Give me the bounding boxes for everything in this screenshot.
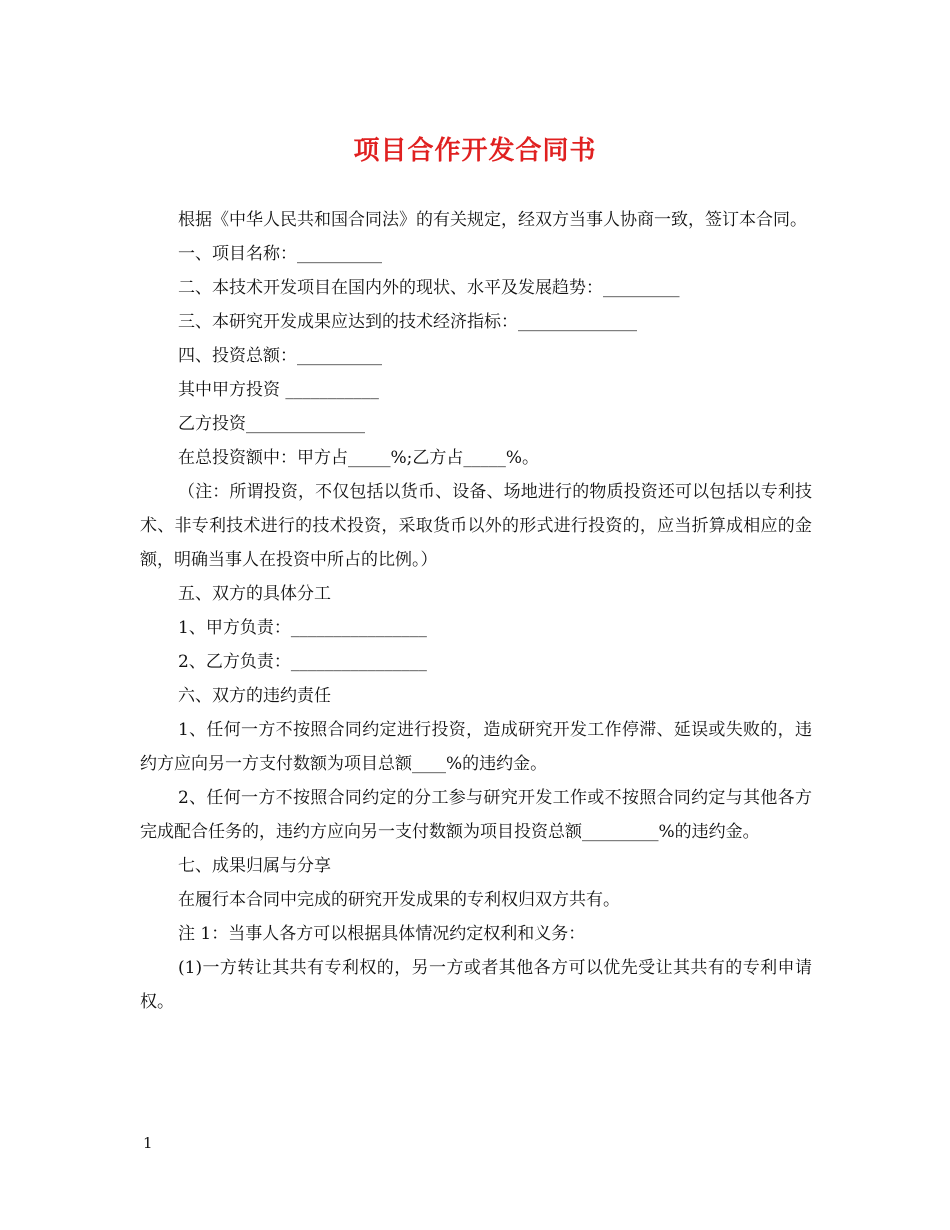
paragraph-patent-ownership: 在履行本合同中完成的研究开发成果的专利权归双方共有。 [178, 890, 620, 910]
paragraph-project-name: 一、项目名称：__________ [178, 244, 382, 264]
paragraph-liability-1: 1、任何一方不按照合同约定进行投资，造成研究开发工作停滞、延误或失败的，违约方应向另一方支付数额为项目总额____%的违约金。 [140, 720, 812, 774]
paragraph-party-b-responsibility: 2、乙方负责：________________ [178, 652, 427, 672]
section-liability: 六、双方的违约责任 [178, 686, 331, 706]
section-division-of-work: 五、双方的具体分工 [178, 584, 331, 604]
paragraph-liability-2: 2、任何一方不按照合同约定的分工参与研究开发工作或不按照合同约定与其他各方完成配合任务的，违约方应向另一支付数额为项目投资总额_________%的违约金。 [140, 788, 812, 842]
section-results-ownership: 七、成果归属与分享 [178, 856, 331, 876]
paragraph-party-a-responsibility: 1、甲方负责：________________ [178, 618, 427, 638]
paragraph-indicators: 三、本研究开发成果应达到的技术经济指标：______________ [178, 312, 637, 332]
paragraph-note-1: 注 1：当事人各方可以根据具体情况约定权利和义务： [178, 924, 586, 944]
paragraph-party-b-investment: 乙方投资______________ [178, 414, 365, 434]
paragraph-party-a-investment: 其中甲方投资 ___________ [178, 380, 379, 400]
page-number: 1 [143, 1134, 153, 1152]
paragraph-note-1-item-1: (1)一方转让其共有专利权的，另一方或者其他各方可以优先受让其共有的专利申请权。 [140, 958, 812, 1012]
paragraph-investment-ratio: 在总投资额中：甲方占_____%;乙方占_____%。 [178, 448, 540, 468]
paragraph-status-trends: 二、本技术开发项目在国内外的现状、水平及发展趋势：_________ [178, 278, 680, 298]
document-title: 项目合作开发合同书 [353, 136, 597, 166]
paragraph-preamble: 根据《中华人民共和国合同法》的有关规定，经双方当事人协商一致，签订本合同。 [178, 210, 807, 230]
document-body [140, 203, 812, 1019]
paragraph-total-investment: 四、投资总额：__________ [178, 346, 382, 366]
paragraph-investment-note: （注：所谓投资，不仅包括以货币、设备、场地进行的物质投资还可以包括以专利技术、非专利技术进行的技术投资，采取货币以外的形式进行投资的，应当折算成相应的金额，明确当事人在投资中所占的比例。） [140, 482, 812, 570]
